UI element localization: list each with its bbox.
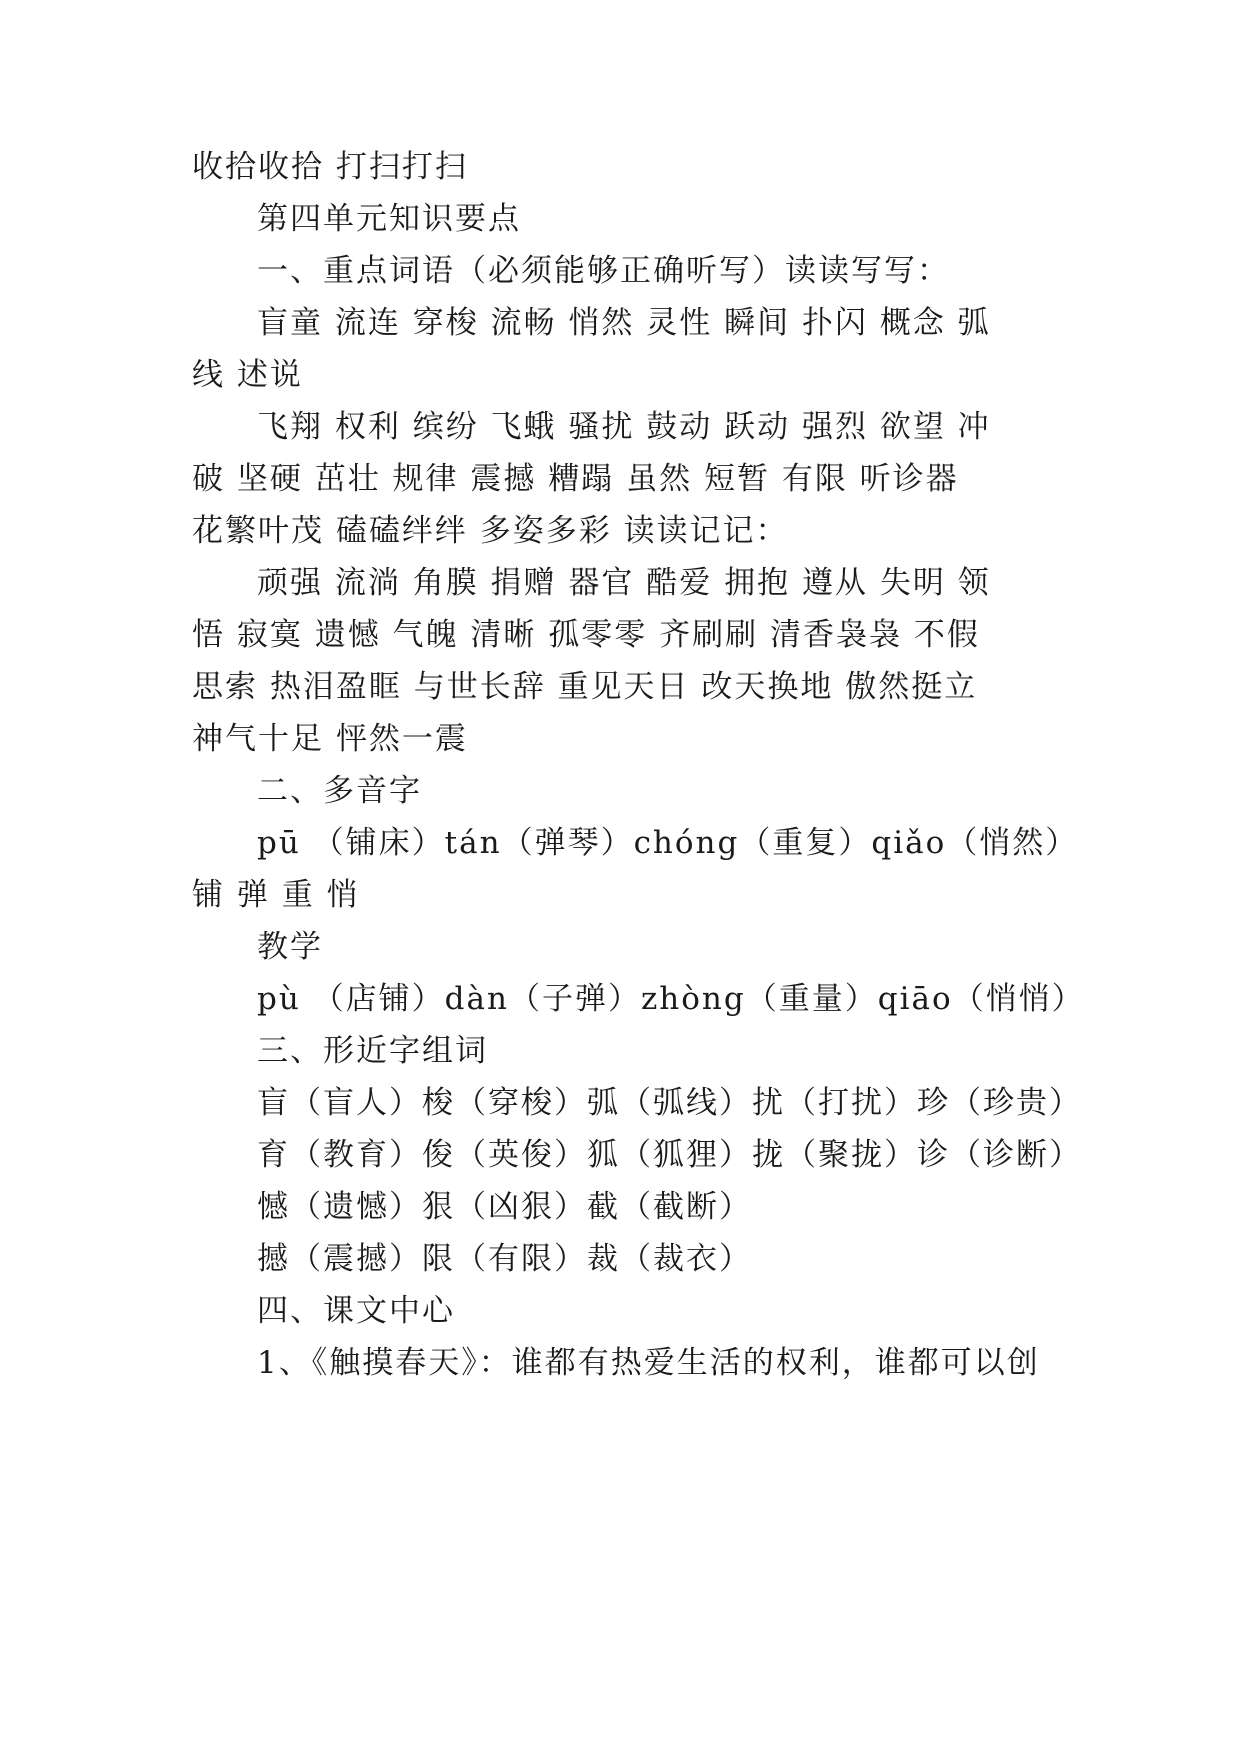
text-line: 悟 寂寞 遗憾 气魄 清晰 孤零零 齐刷刷 清香袅袅 不假	[192, 617, 980, 653]
section-heading: 四、课文中心	[257, 1293, 455, 1329]
text-line: 飞翔 权利 缤纷 飞蛾 骚扰 鼓动 跃动 强烈 欲望 冲	[257, 409, 991, 445]
text-line: 盲（盲人）梭（穿梭）弧（弧线）扰（打扰）珍（珍贵）	[257, 1085, 1082, 1121]
text-line: 神气十足 怦然一震	[192, 721, 468, 757]
text-line: 铺 弹 重 悄	[192, 877, 360, 913]
text-line: 育（教育）俊（英俊）狐（狐狸）拢（聚拢）诊（诊断）	[257, 1137, 1082, 1173]
unit-heading: 第四单元知识要点	[257, 201, 521, 237]
text-line: 教学	[257, 929, 323, 965]
text-line: 顽强 流淌 角膜 捐赠 器官 酷爱 拥抱 遵从 失明 领	[257, 565, 991, 601]
text-line: 破 坚硬 茁壮 规律 震撼 糟蹋 虽然 短暂 有限 听诊器	[192, 461, 959, 497]
text-line: 撼（震撼）限（有限）裁（裁衣）	[257, 1241, 752, 1277]
text-line: pū （铺床）tán（弹琴）chóng（重复）qiǎo（悄然）	[257, 825, 1079, 861]
text-line: pù （店铺）dàn（子弹）zhòng（重量）qiāo（悄悄）	[257, 981, 1085, 1017]
text-line: 憾（遗憾）狠（凶狠）截（截断）	[257, 1189, 752, 1225]
text-line: 思索 热泪盈眶 与世长辞 重见天日 改天换地 傲然挺立	[192, 669, 978, 705]
text-line: 1、《触摸春天》：谁都有热爱生活的权利，谁都可以创	[257, 1345, 1040, 1381]
section-heading: 一、重点词语（必须能够正确听写）读读写写：	[257, 253, 950, 289]
text-line: 收拾收拾 打扫打扫	[192, 149, 468, 185]
text-line: 线 述说	[192, 357, 303, 393]
text-line: 花繁叶茂 磕磕绊绊 多姿多彩 读读记记：	[192, 513, 789, 549]
section-heading: 三、形近字组词	[257, 1033, 488, 1069]
text-line: 盲童 流连 穿梭 流畅 悄然 灵性 瞬间 扑闪 概念 弧	[257, 305, 991, 341]
section-heading: 二、多音字	[257, 773, 422, 809]
